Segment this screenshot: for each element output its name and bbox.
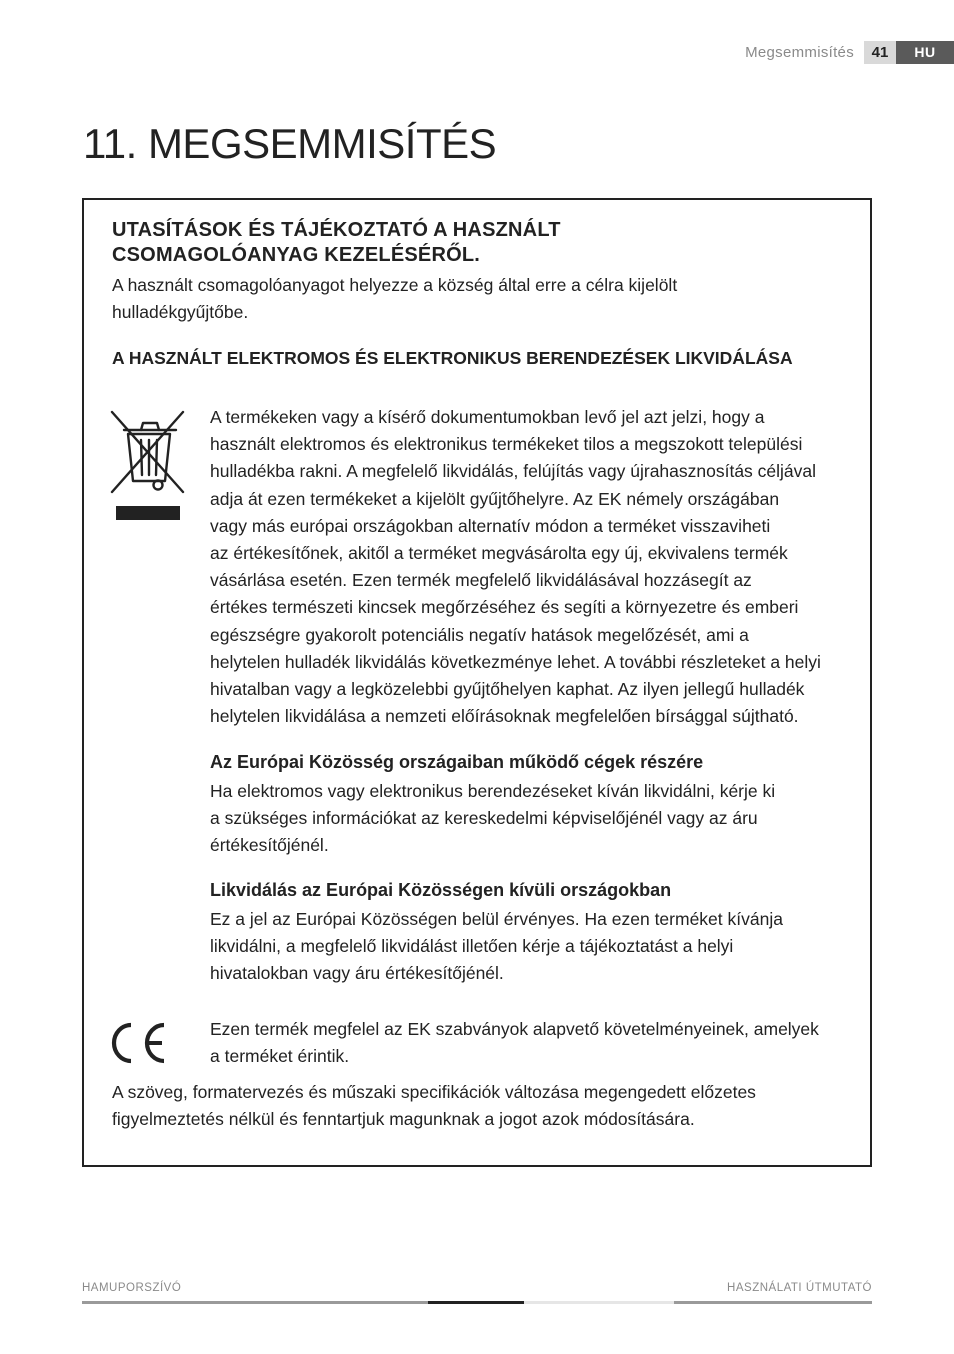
packaging-text xyxy=(112,272,677,326)
text-line: a szükséges információkat az kereskedelmi képviselőjénél vagy az áru xyxy=(210,808,758,829)
footer-divider-right xyxy=(674,1301,872,1304)
footer-divider-accent xyxy=(428,1301,524,1304)
text-line: A szöveg, formatervezés és műszaki specifikációk változása megengedett előzetes xyxy=(112,1082,756,1102)
crossed-out-wheelie-bin-icon xyxy=(110,408,186,522)
text-line: értékesítőjénél. xyxy=(210,835,329,856)
text-line: adja át ezen termékeket a kijelölt gyűjtőhelyre. Az EK némely országában xyxy=(210,488,780,509)
text-line: hulladékba rakni. A megfelelő likvidálás, felújítás vagy újrahasznosítás céljával xyxy=(210,461,817,482)
outside-eu-heading: Likvidálás az Európai Közösségen kívüli országokban xyxy=(210,880,672,900)
text-line: vagy más európai országokban alternatív módon a terméket visszaviheti xyxy=(210,515,771,536)
footer-document-type: HASZNÁLATI ÚTMUTATÓ xyxy=(727,1282,872,1294)
footer-divider-light xyxy=(524,1301,674,1304)
content-box xyxy=(82,198,872,1167)
text-line: helytelen hulladék likvidálás következménye lehet. A további részleteket a helyi xyxy=(210,651,821,672)
text-line: a terméket érintik. xyxy=(210,1046,350,1067)
text-line: egészségre gyakorolt potenciális negatív hatások megelőzését, ami a xyxy=(210,624,749,645)
weee-heading: A HASZNÁLT ELEKTROMOS ÉS ELEKTRONIKUS BERENDEZÉSEK LIKVIDÁLÁSA xyxy=(112,348,793,368)
text-line: hivatalban vagy a legközelebbi gyűjtőhelyen kaphat. Az ilyen jellegű hulladék xyxy=(210,679,805,700)
text-line: az értékesítőnek, akitől a terméket megvásárolta egy új, ekvivalens termék xyxy=(210,543,788,564)
ce-text xyxy=(210,1016,819,1070)
text-line: értékes természeti kincsek megőrzéséhez és segíti a környezetre és emberi xyxy=(210,597,799,618)
text-line: Ha elektromos vagy elektronikus berendezéseket kíván likvidálni, kérje ki xyxy=(210,781,776,801)
packaging-heading-line-1: UTASÍTÁSOK ÉS TÁJÉKOZTATÓ A HASZNÁLT xyxy=(112,219,561,241)
text-line: figyelmeztetés nélkül és fenntartjuk magunknak a jogot azok módosítására. xyxy=(112,1109,695,1130)
weee-text xyxy=(210,404,821,730)
disclaimer-text xyxy=(112,1079,756,1133)
eu-companies-heading: Az Európai Közösség országaiban működő cégek részére xyxy=(210,752,704,772)
packaging-heading-line-2: CSOMAGOLÓANYAG KEZELÉSÉRŐL. xyxy=(112,244,481,266)
outside-eu-text xyxy=(210,906,783,988)
text-line: hivatalokban vagy áru értékesítőjénél. xyxy=(210,963,504,984)
footer-divider xyxy=(82,1301,428,1304)
header-section-name: Megsemmisítés xyxy=(745,44,854,61)
text-line: használt elektromos és elektronikus termékeket tilos a megszokott települési xyxy=(210,434,803,455)
ce-mark-icon xyxy=(110,1020,168,1066)
text-line: A termékeken vagy a kísérő dokumentumokban levő jel azt jelzi, hogy a xyxy=(210,407,765,427)
page-title: 11. MEGSEMMISÍTÉS xyxy=(83,120,497,167)
text-line: vásárlása esetén. Ezen termék megfelelő likvidálásával hozzásegít az xyxy=(210,570,752,591)
eu-companies-text xyxy=(210,778,775,860)
footer-product-name: HAMUPORSZÍVÓ xyxy=(82,1282,182,1294)
text-line: likvidálni, a megfelelő likvidálást illetően kérje a tájékoztatást a helyi xyxy=(210,936,734,957)
text-line: Ez a jel az Európai Közösségen belül érvényes. Ha ezen terméket kívánja xyxy=(210,909,783,929)
text-line: hulladékgyűjtőbe. xyxy=(112,302,249,323)
page-number: 41 xyxy=(864,41,896,64)
text-line: A használt csomagolóanyagot helyezze a község által erre a célra kijelölt xyxy=(112,275,678,295)
text-line: helytelen likvidálása a nemzeti előírásoknak megfelelően bírsággal sújtható. xyxy=(210,706,799,727)
text-line: Ezen termék megfelel az EK szabványok alapvető követelményeinek, amelyek xyxy=(210,1019,819,1039)
packaging-heading xyxy=(112,218,752,268)
language-tab: HU xyxy=(896,41,954,64)
